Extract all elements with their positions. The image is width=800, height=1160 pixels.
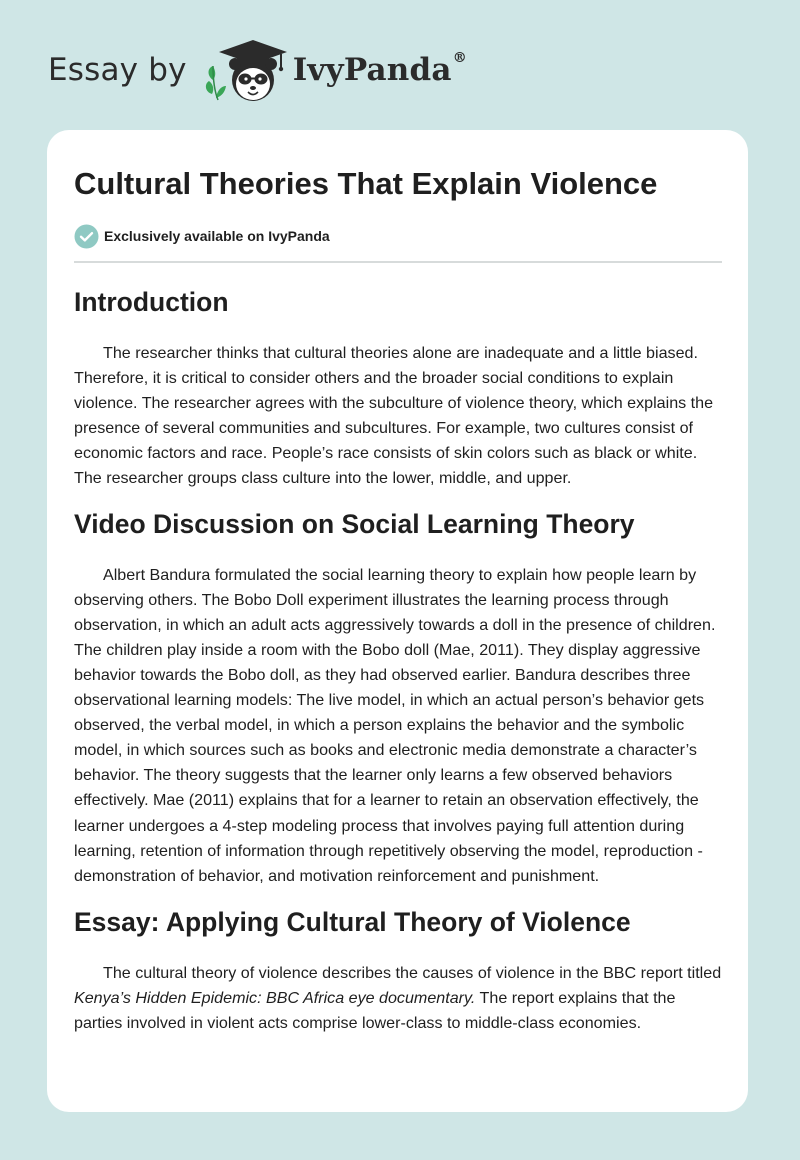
paragraph-text: The report explains that the parties involved in violent acts comprise lower-class to middle-class economies. [74,988,676,1032]
check-circle-icon [74,224,99,249]
section-video-discussion [74,506,722,889]
exclusive-badge [74,224,722,248]
brand-name[interactable] [293,52,467,88]
section-applying-cultural-theory [74,904,722,1036]
section-paragraph [74,961,722,1036]
section-heading: Introduction [74,287,229,317]
title-divider [74,261,722,263]
essay-by-label: Essay by [48,52,187,88]
section-paragraph: The researcher thinks that cultural theories alone are inadequate and a little biased. Therefore, it is critical to consider others and the broader social conditions to explain violence. The researcher agrees with the subculture of violence theory, which explains the presence of several communities and subcultures. For example, two cultures consist of economic factors and race. People’s race consists of skin colors such as black or white. The researcher groups class culture into the lower, middle, and upper. [74,344,714,488]
section-heading: Essay: Applying Cultural Theory of Violence [74,906,631,937]
section-introduction [74,284,722,492]
report-title: Kenya’s Hidden Epidemic: BBC Africa eye documentary. [74,988,476,1007]
brand-label: IvyPanda [292,52,452,88]
section-heading: Video Discussion on Social Learning Theory [74,508,635,539]
site-header [48,34,467,106]
article-title: Cultural Theories That Explain Violence [74,166,658,201]
exclusive-badge-text: Exclusively available on IvyPanda [104,228,330,244]
paragraph-text: The cultural theory of violence describes the causes of violence in the BBC report titled [103,963,722,982]
registered-mark: ® [452,50,467,66]
section-paragraph: Albert Bandura formulated the social learning theory to explain how people learn by observing others. The Bobo Doll experiment illustrates the learning process through observation, in which an adult acts aggressively towards a doll in the presence of children. The children play inside a room with the Bobo doll (Mae, 2011). They display aggressive behavior towards the Bobo doll, as they had observed earlier. Bandura describes three observational learning models: The live model, in which an actual person’s behavior gets observed, the verbal model, in which a person explains the behavior and the symbolic model, in which sources such as books and electronic media demonstrate a character’s behavior. The theory suggests that the learner only learns a few observed behaviors effectively. Mae (2011) explains that for a learner to retain an observation effectively, the learner undergoes a 4-step modeling process that involves paying full attention during learning, retention of information through repetitively observing the model, reproduction -demonstration of behavior, and motivation reinforcement and punishment. [74,565,716,885]
panda-graduation-cap-logo-icon[interactable] [203,34,289,106]
article-card [47,130,748,1112]
